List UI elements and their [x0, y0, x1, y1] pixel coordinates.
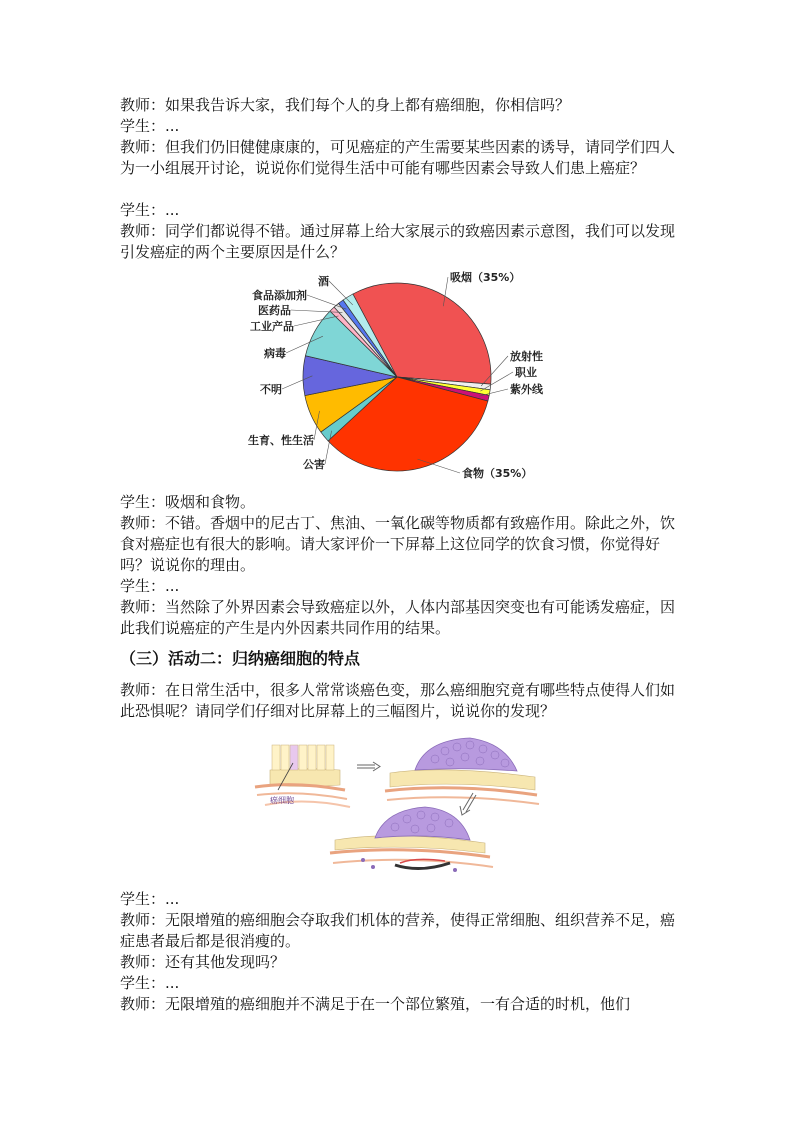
pie-slice-label: 吸烟（35%） [450, 271, 521, 284]
pie-slice-label: 生育、性生活 [248, 434, 314, 447]
tumor-mass-panel [385, 738, 539, 804]
pie-slice-label: 不明 [260, 383, 282, 396]
dialogue-line: 学生：吸烟和食物。 [120, 493, 256, 511]
arrow-right-icon [357, 762, 380, 771]
dialogue-line: 学生：... [120, 974, 180, 992]
pie-slice-label: 公害 [303, 458, 325, 471]
pie-slice-label: 紫外线 [510, 383, 543, 396]
section-heading: （三）活动二：归纳癌细胞的特点 [120, 649, 361, 668]
pie-slice-label: 食品添加剂 [252, 289, 307, 302]
pie-slice-label: 酒 [318, 275, 329, 288]
dialogue-line: 学生：... [120, 890, 180, 908]
dialogue-line: 教师：不错。香烟中的尼古丁、焦油、一氧化碳等物质都有致癌作用。除此之外，饮食对癌症也有很大的影响。请大家评价一下屏幕上这位同学的饮食习惯，你觉得好吗？说说你的理由。 [120, 514, 676, 574]
dialogue-line: 教师：还有其他发现吗？ [120, 953, 286, 971]
pie-slice-label: 工业产品 [250, 320, 294, 333]
normal-tissue-panel [255, 745, 350, 807]
arrow-down-icon [460, 793, 476, 815]
dialogue-line: 教师：在日常生活中，很多人常常谈癌色变，那么癌细胞究竟有哪些特点使得人们如此恐惧呢？请同学们仔细对比屏幕上的三幅图片，说说你的发现？ [120, 681, 676, 720]
cancer-cell-figure [245, 735, 545, 885]
dialogue-line: 学生：... [120, 577, 180, 595]
dialogue-line: 教师：无限增殖的癌细胞会夺取我们机体的营养，使得正常细胞、组织营养不足，癌症患者最后都是很消瘦的。 [120, 911, 676, 950]
dialogue-line: 学生：... [120, 201, 180, 219]
pie-slice-label: 医药品 [258, 304, 291, 317]
invasion-panel [330, 807, 493, 872]
dialogue-line: 教师：但我们仍旧健健康康的，可见癌症的产生需要某些因素的诱导，请同学们四人为一小组展开讨论，说说你们觉得生活中可能有哪些因素会导致人们患上癌症？ [120, 138, 676, 177]
carcinogen-pie-chart [230, 268, 570, 490]
dialogue-line: 教师：无限增殖的癌细胞并不满足于在一个部位繁殖，一有合适的时机，他们 [120, 995, 631, 1013]
pie-slice-label: 病毒 [264, 347, 286, 360]
pie-slice-label: 食物（35%） [462, 467, 533, 480]
cancer-cell-label: 癌细胞 [270, 796, 294, 805]
pie-slice-label: 放射性 [510, 350, 543, 363]
dialogue-line: 教师：当然除了外界因素会导致癌症以外，人体内部基因突变也有可能诱发癌症，因此我们说癌症的产生是内外因素共同作用的结果。 [120, 598, 676, 637]
pie-slice-label: 职业 [515, 366, 537, 379]
dialogue-line: 学生：... [120, 117, 180, 135]
dialogue-line: 教师：如果我告诉大家，我们每个人的身上都有癌细胞，你相信吗？ [120, 96, 571, 114]
dialogue-line: 教师：同学们都说得不错。通过屏幕上给大家展示的致癌因素示意图，我们可以发现引发癌症的两个主要原因是什么？ [120, 222, 676, 261]
